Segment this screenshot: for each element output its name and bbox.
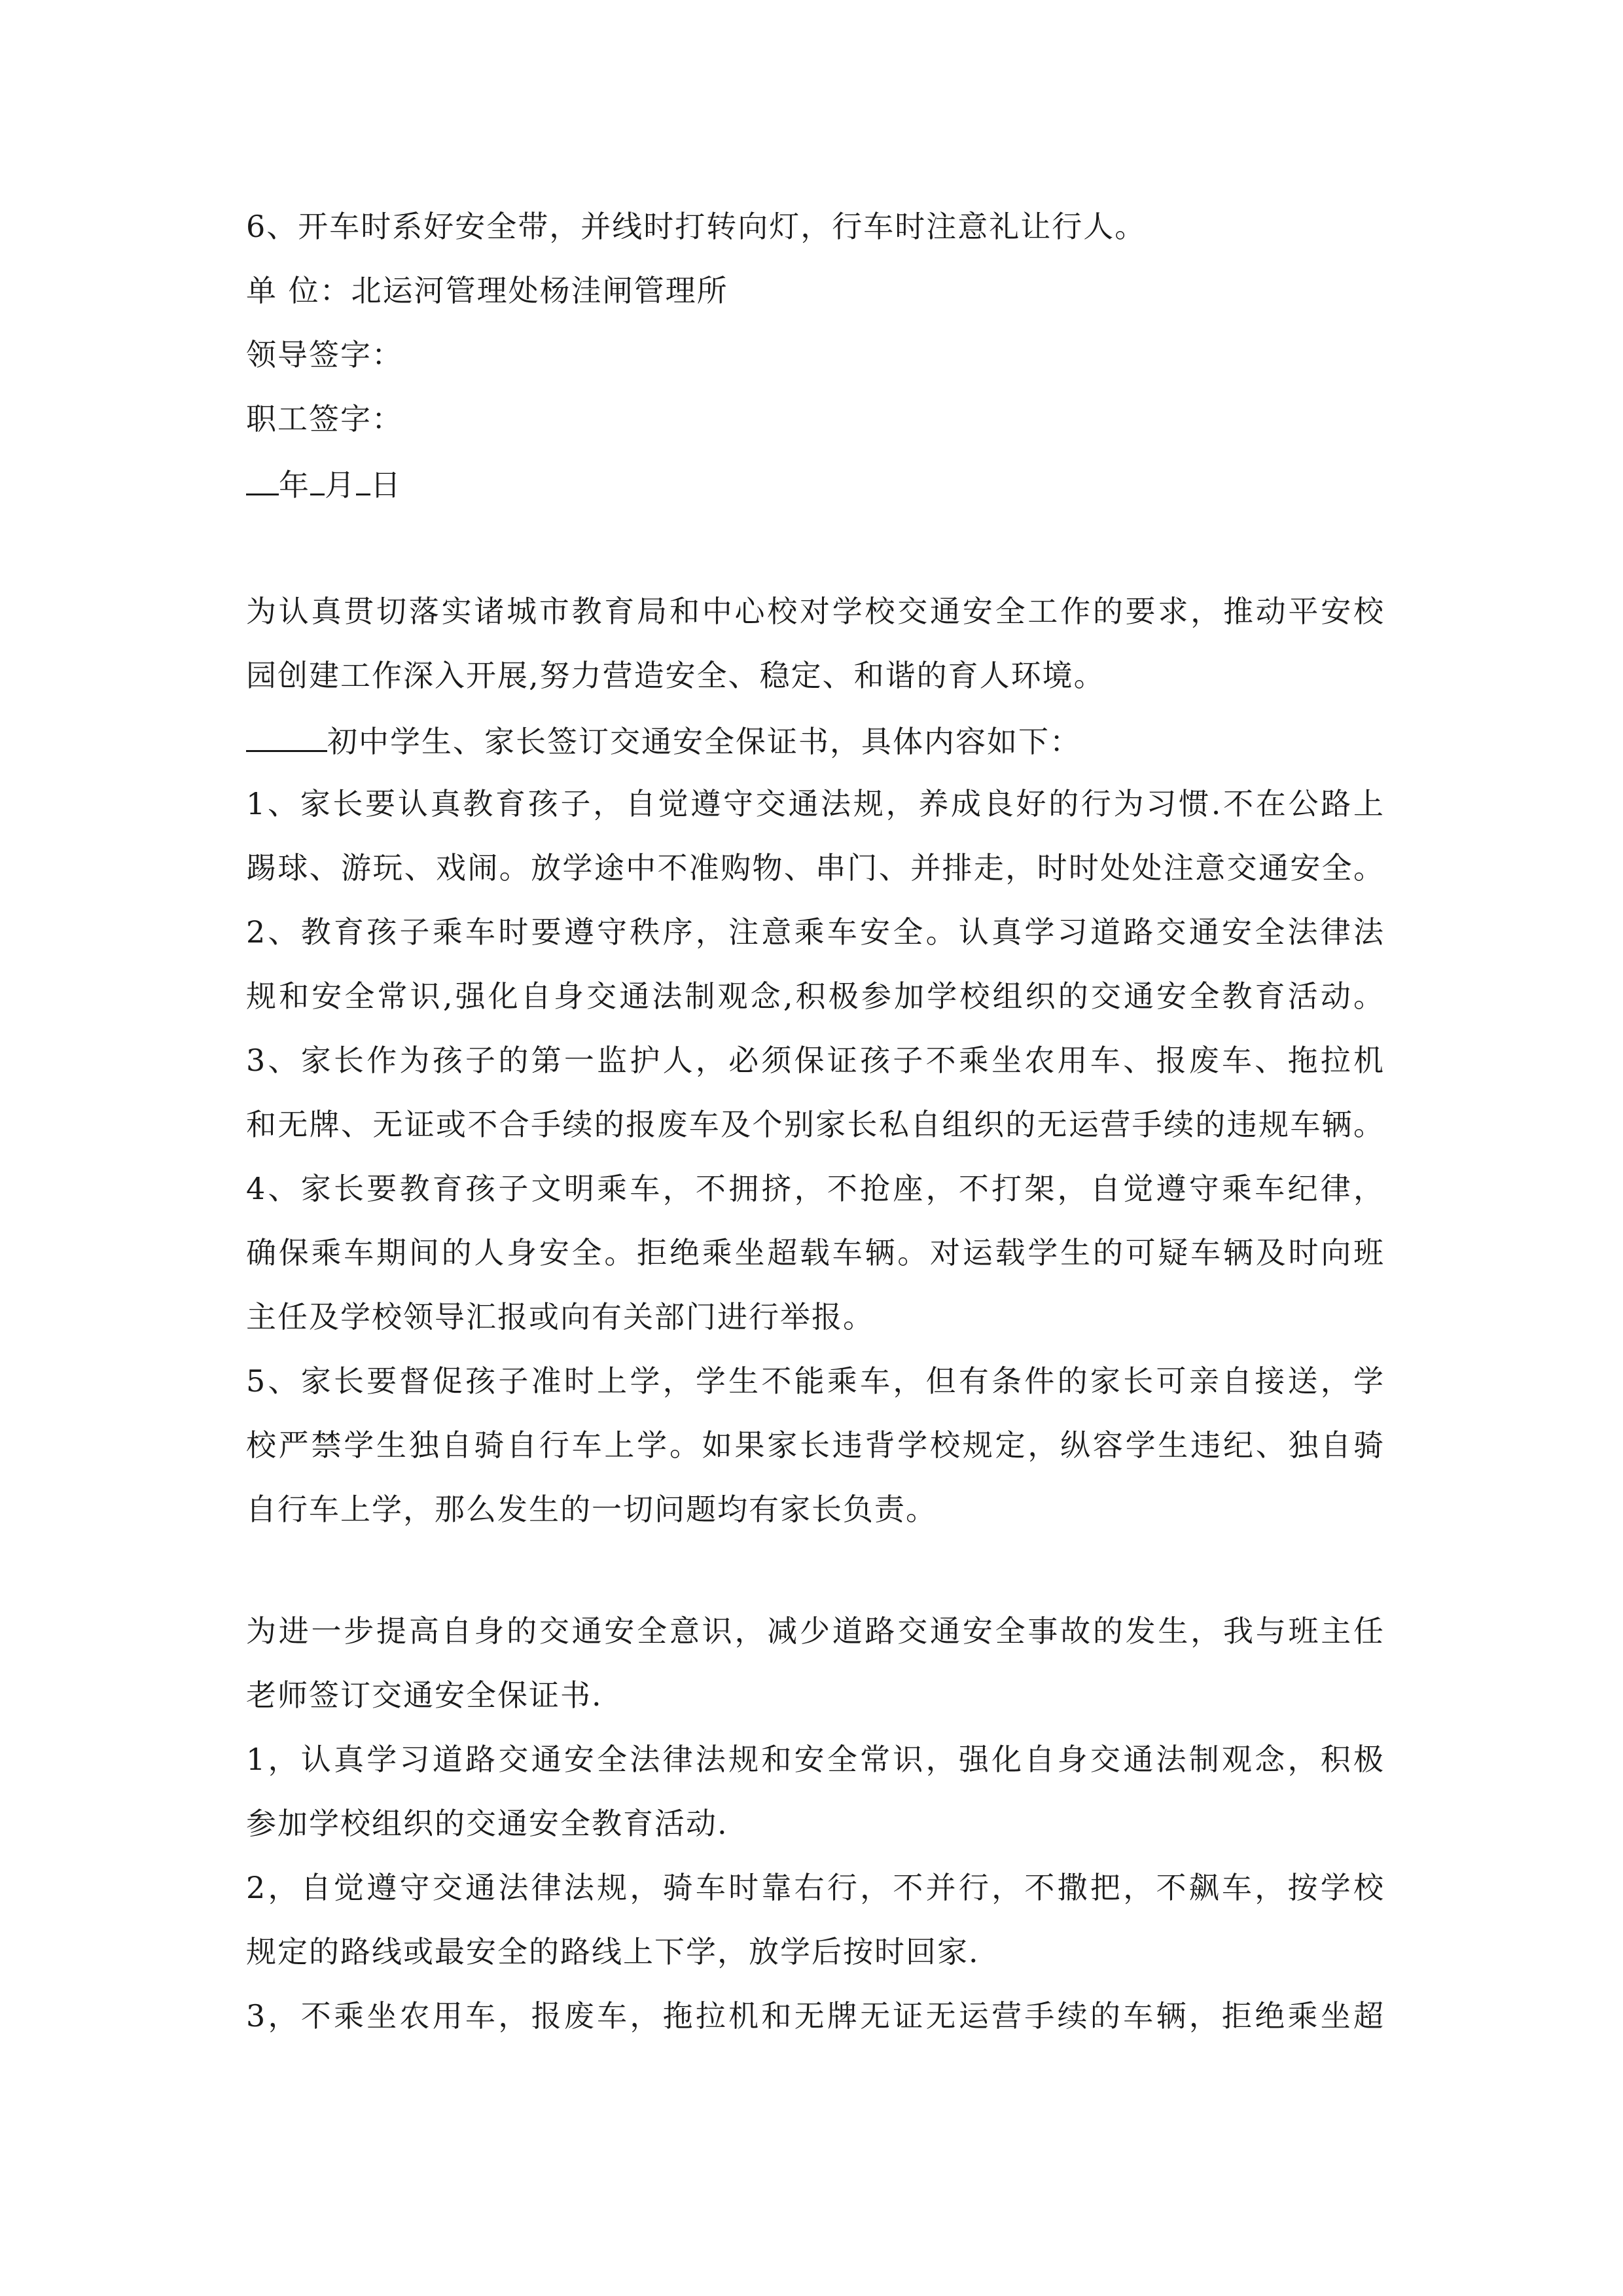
day-char: 日 [370,467,402,503]
s2-sign-line [246,720,1385,761]
s3-p2-line-1: 2，自觉遵守交通法律法规，骑车时靠右行，不并行，不撒把，不飙车，按学校 [246,1870,1385,1905]
month-blank [310,463,325,495]
s2-p2-line-2: 规和安全常识,强化自身交通法制观念,积极参加学校组织的交通安全教育活动。 [246,978,1385,1014]
s3-p2-line-2: 规定的路线或最安全的路线上下学，放学后按时回家. [246,1934,980,1969]
s3-intro-line-2: 老师签订交通安全保证书. [246,1677,603,1713]
month-char: 月 [325,467,356,503]
s2-p1-line-1: 1、家长要认真教育孩子，自觉遵守交通法规，养成良好的行为习惯.不在公路上 [246,786,1385,821]
s3-p3-line-1: 3，不乘坐农用车，报废车，拖拉机和无牌无证无运营手续的车辆，拒绝乘坐超 [246,1998,1385,2034]
school-name-blank [246,720,327,752]
unit-line: 单 位：北运河管理处杨洼闸管理所 [246,273,728,308]
s2-sign-text: 初中学生、家长签订交通安全保证书，具体内容如下： [327,724,1081,759]
date-line [246,463,1385,505]
leader-signature-label: 领导签字： [246,337,403,372]
s3-p1-line-2: 参加学校组织的交通安全教育活动. [246,1806,728,1841]
year-char: 年 [279,467,310,503]
s2-p3-line-2: 和无牌、无证或不合手续的报废车及个别家长私自组织的无运营手续的违规车辆。 [246,1107,1385,1142]
s2-p4-line-2: 确保乘车期间的人身安全。拒绝乘坐超载车辆。对运载学生的可疑车辆及时向班 [246,1235,1385,1270]
s2-p5-line-2: 校严禁学生独自骑自行车上学。如果家长违背学校规定，纵容学生违纪、独自骑 [246,1427,1385,1463]
s2-p4-line-1: 4、家长要教育孩子文明乘车，不拥挤，不抢座，不打架，自觉遵守乘车纪律， [246,1171,1385,1206]
s2-p1-line-2: 踢球、游玩、戏闹。放学途中不准购物、串门、并排走，时时处处注意交通安全。 [246,850,1385,886]
s2-p5-line-1: 5、家长要督促孩子准时上学，学生不能乘车，但有条件的家长可亲自接送，学 [246,1363,1385,1399]
s2-intro-line-2: 园创建工作深入开展,努力营造安全、稳定、和谐的育人环境。 [246,658,1105,693]
s2-p3-line-1: 3、家长作为孩子的第一监护人，必须保证孩子不乘坐农用车、报废车、拖拉机 [246,1043,1385,1078]
staff-signature-label: 职工签字： [246,401,403,437]
year-blank [246,463,279,495]
s2-p2-line-1: 2、教育孩子乘车时要遵守秩序，注意乘车安全。认真学习道路交通安全法律法 [246,914,1385,950]
day-blank [356,463,370,495]
s2-p4-line-3: 主任及学校领导汇报或向有关部门进行举报。 [246,1299,874,1335]
s3-p1-line-1: 1，认真学习道路交通安全法律法规和安全常识，强化自身交通法制观念，积极 [246,1742,1385,1777]
item-6: 6、开车时系好安全带，并线时打转向灯，行车时注意礼让行人。 [246,209,1147,244]
s2-intro-line-1: 为认真贯切落实诸城市教育局和中心校对学校交通安全工作的要求，推动平安校 [246,594,1385,629]
s3-intro-line-1: 为进一步提高自身的交通安全意识，减少道路交通安全事故的发生，我与班主任 [246,1613,1385,1649]
s2-p5-line-3: 自行车上学，那么发生的一切问题均有家长负责。 [246,1492,937,1527]
